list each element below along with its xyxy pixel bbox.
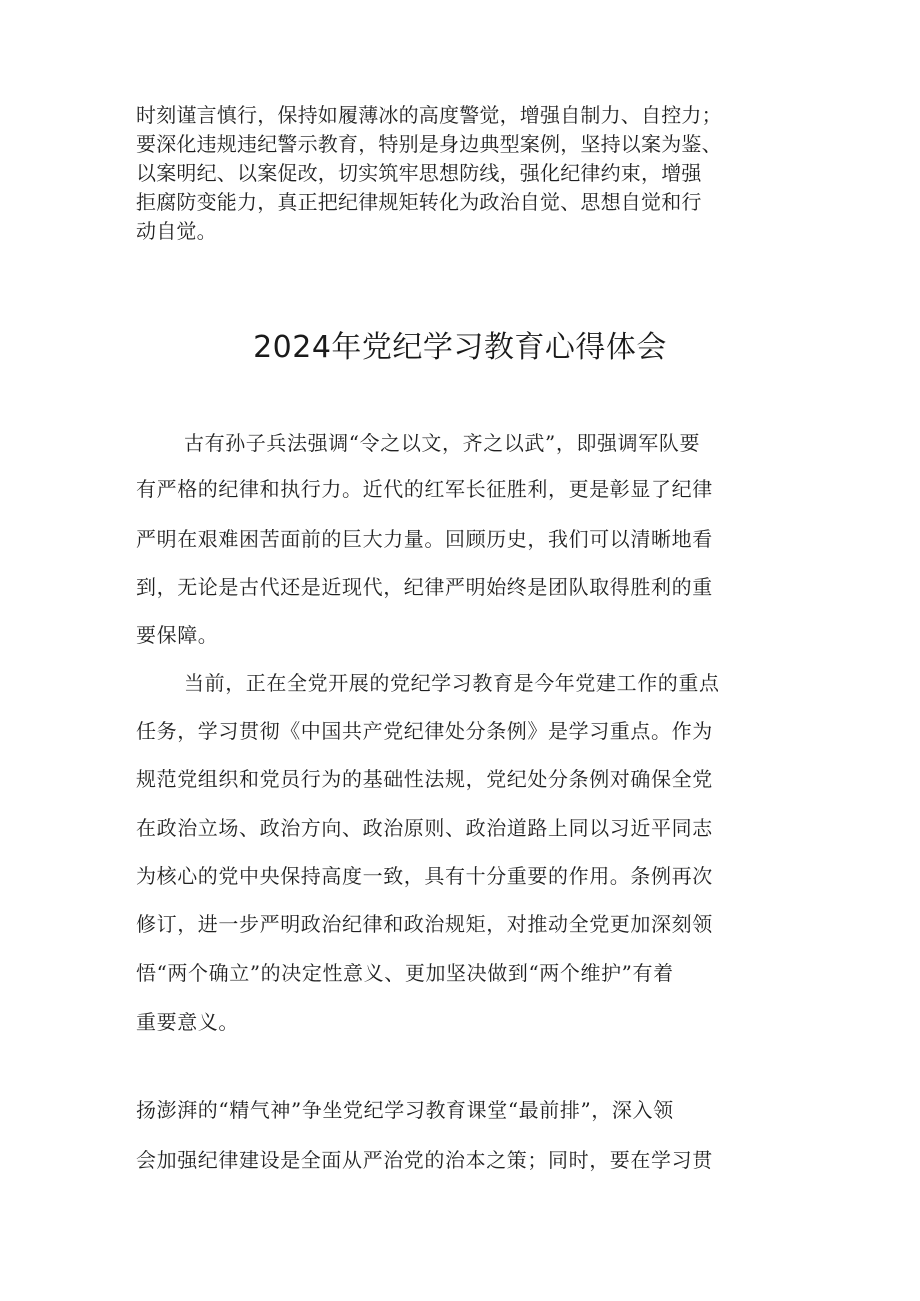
paragraph-1-line: 有严格的纪律和执行力。近代的红军长征胜利，更是彰显了纪律 — [136, 477, 713, 501]
paragraph-2-line: 修订，进一步严明政治纪律和政治规矩，对推动全党更加深刻领 — [136, 912, 713, 936]
paragraph-2-line: 悟“两个确立”的决定性意义、更加坚决做到“两个维护”有着 — [136, 961, 674, 985]
paragraph-1-line: 古有孙子兵法强调“令之以文，齐之以武”，即强调军队要 — [184, 431, 701, 455]
paragraph-3-line: 扬澎湃的“精气神”争坐党纪学习教育课堂“最前排”，深入领 — [136, 1098, 674, 1122]
text-line: 以案明纪、以案促改，切实筑牢思想防线，强化纪律约束，增强 — [136, 161, 702, 185]
paragraph-3-line: 会加强纪律建设是全面从严治党的治本之策；同时，要在学习贯 — [136, 1148, 713, 1172]
article-title: 2024年党纪学习教育心得体会 — [253, 330, 667, 365]
paragraph-2-line: 为核心的党中央保持高度一致，具有十分重要的作用。条例再次 — [136, 864, 713, 888]
paragraph-1-line: 要保障。 — [136, 623, 219, 647]
text-line: 动自觉。 — [136, 219, 217, 243]
text-line: 要深化违规违纪警示教育，特别是身边典型案例，坚持以案为鉴、 — [136, 132, 722, 156]
paragraph-2-line: 当前，正在全党开展的党纪学习教育是今年党建工作的重点 — [184, 671, 720, 695]
text-line: 时刻谨言慎行，保持如履薄冰的高度警觉，增强自制力、自控力； — [136, 103, 722, 127]
text-line: 拒腐防变能力，真正把纪律规矩转化为政治自觉、思想自觉和行 — [136, 190, 702, 214]
paragraph-2-line: 规范党组织和党员行为的基础性法规，党纪处分条例对确保全党 — [136, 767, 713, 791]
paragraph-1-line: 到，无论是古代还是近现代，纪律严明始终是团队取得胜利的重 — [136, 575, 713, 599]
paragraph-2-line: 任务，学习贯彻《中国共产党纪律处分条例》是学习重点。作为 — [136, 719, 713, 743]
paragraph-1-line: 严明在艰难困苦面前的巨大力量。回顾历史，我们可以清晰地看 — [136, 527, 713, 551]
paragraph-2-line: 在政治立场、政治方向、政治原则、政治道路上同以习近平同志 — [136, 816, 713, 840]
paragraph-2-line: 重要意义。 — [136, 1010, 239, 1034]
